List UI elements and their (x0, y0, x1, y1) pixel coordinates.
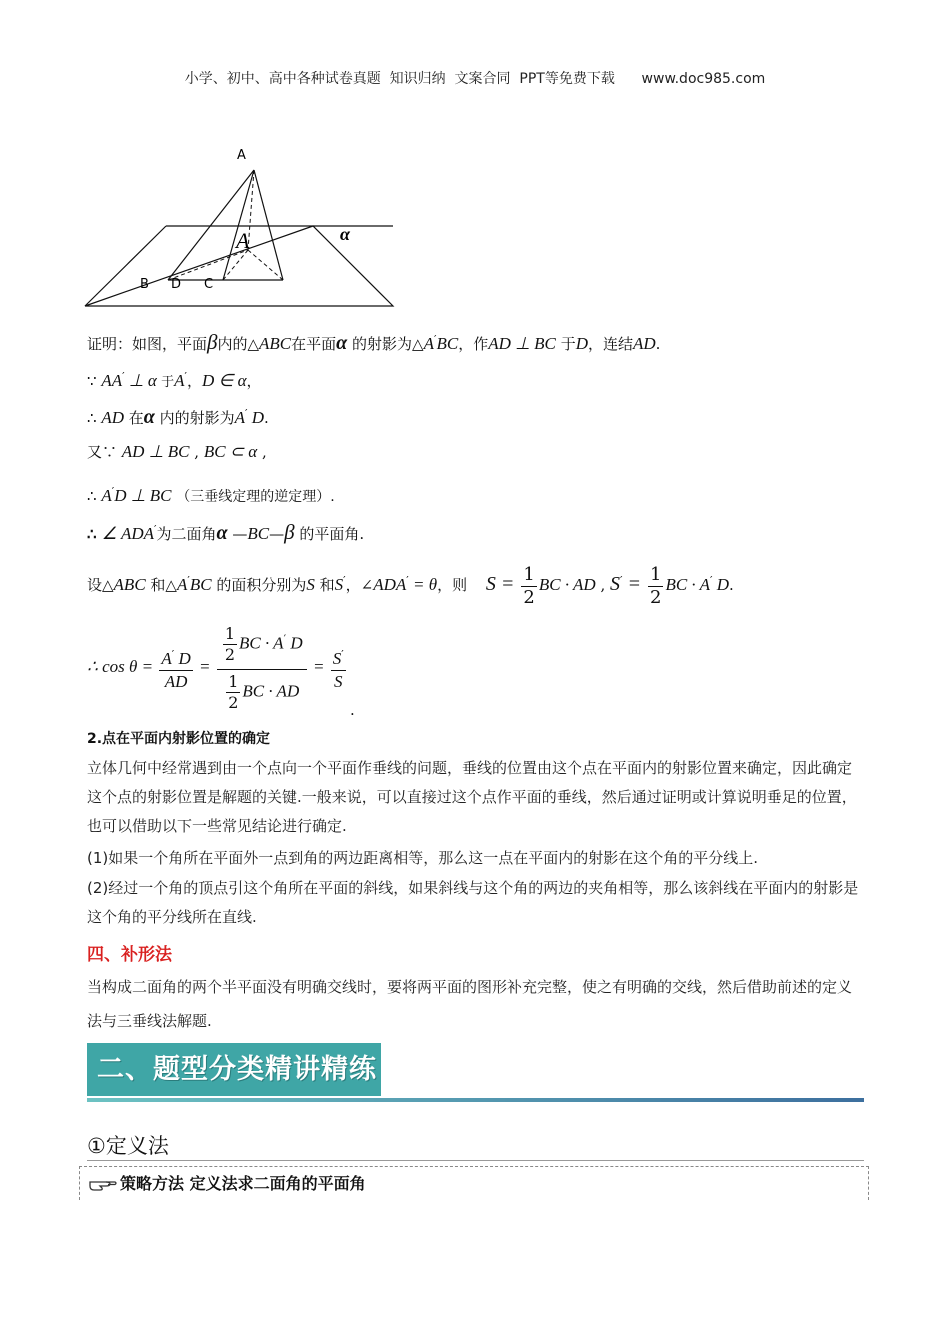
page-header: 小学、初中、高中各种试卷真题 知识归纳 文案合同 PPT等免费下载 www.doc985.com (184, 71, 766, 87)
subsection-divider (87, 1160, 864, 1161)
section-2-paragraph-1: 立体几何中经常遇到由一个点向一个平面作垂线的问题，垂线的位置由这个点在平面内的射影位置来确定，因此确定这个点的射影位置是解题的关键.一般来说，可以直接过这个点作平面的垂线，然后通过证明或计算说明垂足的位置，也可以借助以下一些常见结论进行确定. (87, 759, 857, 835)
edge-ab (168, 170, 254, 280)
label-b: B (140, 277, 149, 292)
pointing-hand-icon (88, 1175, 118, 1193)
label-c: C (204, 277, 214, 292)
label-a: A (237, 148, 246, 163)
section-2-paragraph-2: (1)如果一个角所在平面外一点到角的两边距离相等，那么这一点在平面内的射影在这个角的平分线上. (87, 849, 759, 867)
proof-line-7: 设△ABC 和△A′BC 的面积分别为S 和S′，∠ADA′ = θ，则 S = $\frac{1}{2}$ BC · AD , S′ = $\frac{1}{2}$ BC · A′ D. (87, 563, 734, 608)
strategy-text: 策略方法 定义法求二面角的平面角 (120, 1174, 366, 1193)
proof-line-5: ∴ A′D ⊥ BC （三垂线定理的逆定理）. (87, 485, 335, 505)
proof-line-1: 证明：如图，平面β内的△ABC在平面α 的射影为△A′BC，作AD ⊥ BC 于D，连结AD. (87, 330, 661, 354)
label-d: D (171, 277, 182, 292)
proof-line-3: ∴ AD 在α 内的射影为A′ D. (87, 406, 269, 428)
proof-line-8-dot: . (350, 701, 355, 719)
section-banner: 二、题型分类精讲精练 (87, 1043, 381, 1096)
dashed-apc (248, 250, 283, 280)
proof-line-8: ∴ cos θ = $\frac{A' D}{AD}$ = $\frac{1}{2}$ BC · A′ D $\frac{1}{2}$ BC · AD = $\frac{S'}{S}$ (87, 623, 344, 712)
proof-line-2: ∵ AA′ ⊥ α 于A′，D ∈ α， (87, 370, 262, 390)
section-4-paragraph: 当构成二面角的两个半平面没有明确交线时，要将两平面的图形补充完整，使之有明确的交线，然后借助前述的定义法与三垂线法解题. (87, 978, 853, 1030)
label-alpha: α (340, 224, 350, 244)
edge-ac (223, 170, 254, 280)
strategy-box (79, 1166, 869, 1200)
section-4-title: 四、补形法 (87, 945, 172, 965)
edge-a-right (254, 170, 283, 280)
section-2-paragraph-3: (2)经过一个角的顶点引这个角所在平面的斜线，如果斜线与这个角的两边的夹角相等，那么该斜线在平面内的射影是这个角的平分线所在直线. (87, 879, 859, 926)
geometry-figure (80, 140, 410, 315)
banner-underline (87, 1098, 864, 1102)
proof-line-4: 又∵ AD ⊥ BC , BC ⊂ α , (87, 442, 267, 461)
label-a-prime: A (236, 228, 250, 253)
section-2-title: 2.点在平面内射影位置的确定 (87, 731, 271, 747)
subsection-title: ①定义法 (87, 1134, 169, 1158)
proof-line-6: ∴ ∠ ADA′为二面角α —BC—β 的平面角. (87, 520, 365, 544)
